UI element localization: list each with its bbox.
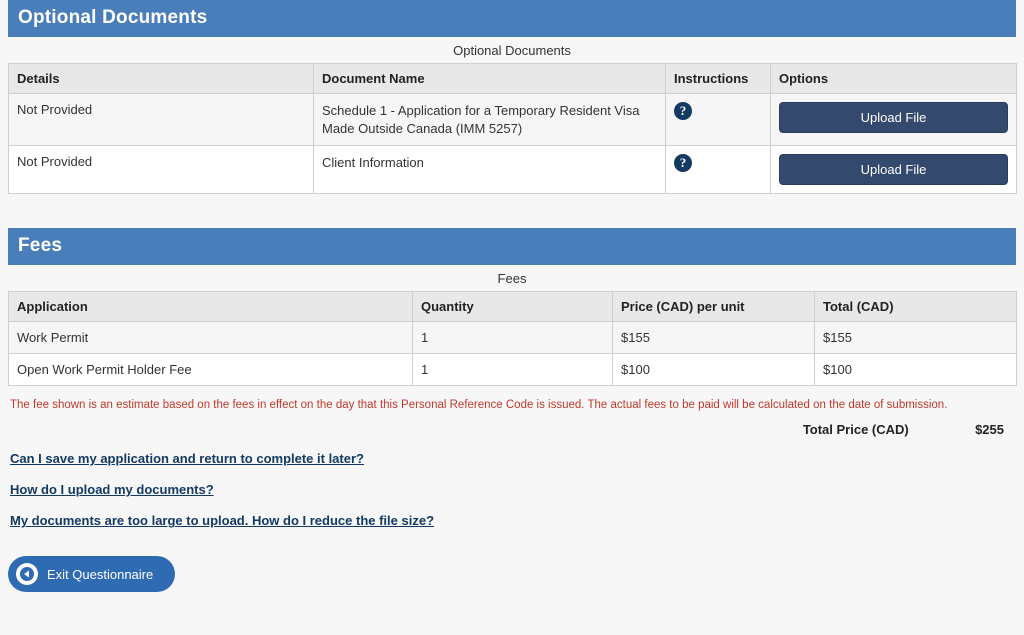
optional-documents-caption: Optional Documents (453, 43, 571, 58)
column-header-document-name: Document Name (314, 64, 666, 94)
document-status: Not Provided (9, 94, 314, 146)
column-header-application: Application (9, 292, 413, 322)
fees-caption: Fees (497, 271, 527, 287)
instructions-cell (666, 94, 771, 146)
faq-links (8, 437, 1016, 528)
total-price-value: $255 (975, 422, 1004, 438)
document-name: Client Information (314, 146, 666, 194)
column-header-instructions: Instructions (666, 64, 771, 94)
table-header-row (9, 292, 1017, 322)
optional-documents-table (8, 63, 1017, 194)
table-row (9, 322, 1017, 354)
column-header-total: Total (CAD) (815, 292, 1017, 322)
fee-application: Open Work Permit Holder Fee (9, 354, 413, 386)
table-row (9, 354, 1017, 386)
back-arrow-icon (16, 563, 38, 585)
faq-link-save-application[interactable]: Can I save my application and return to complete it later? (10, 451, 364, 467)
optional-documents-section-header: Optional Documents (8, 0, 1016, 37)
section-spacer (8, 194, 1016, 228)
table-header-row (9, 64, 1017, 94)
upload-file-button[interactable]: Upload File (779, 102, 1008, 133)
table-row (9, 94, 1017, 146)
fee-total: $155 (815, 322, 1017, 354)
fees-table (8, 291, 1017, 386)
fee-price: $100 (613, 354, 815, 386)
help-icon[interactable]: ? (674, 102, 692, 120)
document-name: Schedule 1 - Application for a Temporary Resident Visa Made Outside Canada (IMM 5257) (314, 94, 666, 146)
help-icon[interactable]: ? (674, 154, 692, 172)
fees-section-header: Fees (8, 228, 1016, 265)
document-status: Not Provided (9, 146, 314, 194)
column-header-details: Details (9, 64, 314, 94)
options-cell (771, 146, 1017, 194)
fee-application: Work Permit (9, 322, 413, 354)
column-header-quantity: Quantity (413, 292, 613, 322)
fee-estimate-note: The fee shown is an estimate based on the fees in effect on the day that this Personal Reference Code is issued. The actual fees to be paid will be calculated on the date of submission. (10, 399, 948, 412)
upload-file-button[interactable]: Upload File (779, 154, 1008, 185)
faq-link-reduce-file-size[interactable]: My documents are too large to upload. How do I reduce the file size? (10, 513, 435, 529)
exit-questionnaire-button[interactable] (8, 556, 175, 592)
exit-questionnaire-label: Exit Questionnaire (47, 566, 154, 582)
faq-link-upload-documents[interactable]: How do I upload my documents? (10, 482, 214, 498)
total-price-label: Total Price (CAD) (802, 422, 909, 438)
total-price-row (8, 414, 1016, 437)
fee-price: $155 (613, 322, 815, 354)
column-header-price: Price (CAD) per unit (613, 292, 815, 322)
instructions-cell (666, 146, 771, 194)
table-row (9, 146, 1017, 194)
fee-total: $100 (815, 354, 1017, 386)
options-cell (771, 94, 1017, 146)
column-header-options: Options (771, 64, 1017, 94)
fee-quantity: 1 (413, 322, 613, 354)
fee-quantity: 1 (413, 354, 613, 386)
